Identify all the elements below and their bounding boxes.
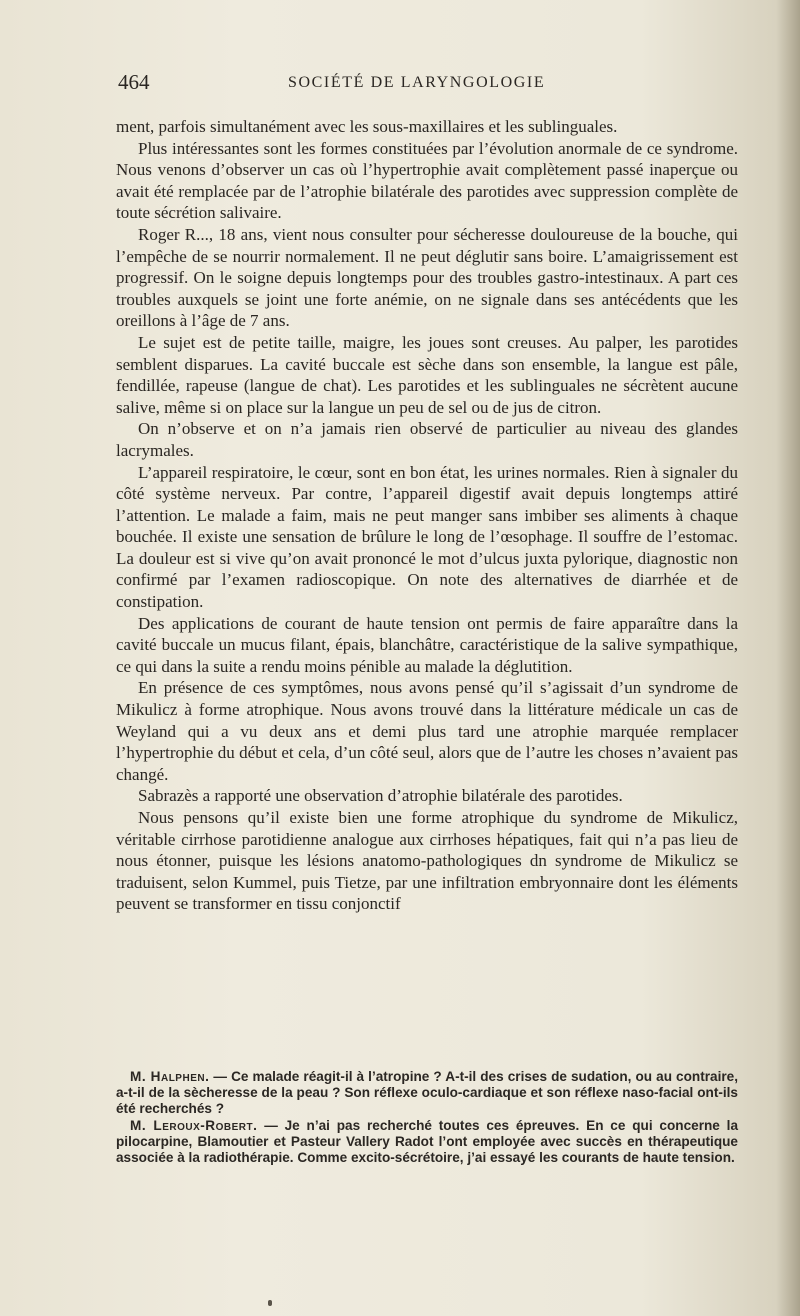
speaker-name: M. Leroux-Robert.	[130, 1117, 258, 1133]
paragraph: Nous pensons qu’il existe bien une forme atrophique du syndrome de Mikulicz, véritable cirrhose parotidienne analogue aux cirrhoses hépatiques, fait qui n’a pas lieu de nous étonner, puisque les lésions anatomo-pathologiques dn syndrome de Mikulicz se traduisent, selon Kummel, puis Tietze, par une infiltration embryonnaire dont les éléments peuvent se transformer en tissu conjonctif	[116, 808, 738, 914]
paragraph: En présence de ces symptômes, nous avons pensé qu’il s’agissait d’un syndrome de Mikulicz à forme atrophique. Nous avons trouvé dans la littérature médicale un cas de Weyland qui a vu deux ans et demi plus tard une atrophie marquée remplacer l’hypertrophie du début et cela, d’un côté seul, alors que de l’autre les choses n’avaient pas changé.	[116, 678, 738, 784]
discussion-section	[116, 1069, 738, 1166]
running-title: SOCIÉTÉ DE LARYNGOLOGIE	[288, 74, 546, 91]
paragraph: Plus intéressantes sont les formes constituées par l’évolution anormale de ce syndrome. Nous venons d’observer un cas où l’hypertrophie avait complètement passé inaperçue ou avait été remplacée par de l’atrophie bilatérale des parotides avec suppression complète de toute sécrétion salivaire.	[116, 138, 738, 223]
ink-speck	[268, 1300, 272, 1306]
paragraph: Roger R..., 18 ans, vient nous consulter pour sécheresse douloureuse de la bouche, qui l’empêche de se nourrir normalement. Il ne peut déglutir sans boire. L’amaigrissement est progressif. On le soigne depuis longtemps pour des troubles gastro-intestinaux. A part ces troubles auxquels se joint une forte anémie, on ne signale dans ses antécédents que les oreillons à l’âge de 7 ans.	[116, 224, 738, 331]
remark-text: — Je n’ai pas recherché toutes ces épreuves. En ce qui concerne la pilocarpine, Blamoutier et Pasteur Vallery Radot l’ont employée avec succès en thérapeutique associée à la radiothérapie. Comme excito-sécrétoire, j’ai essayé les courants de haute tension.	[116, 1117, 739, 1166]
paragraph: On n’observe et on n’a jamais rien observé de particulier au niveau des glandes lacrymales.	[116, 419, 738, 460]
paragraph: Des applications de courant de haute tension ont permis de faire apparaître dans la cavité buccale un mucus filant, épais, blanchâtre, caractéristique de la salive sympathique, ce qui dans la suite a rendu moins pénible au malade la déglutition.	[116, 613, 738, 676]
paragraph: Sabrazès a rapporté une observation d’atrophie bilatérale des parotides.	[138, 786, 623, 806]
paragraph: L’appareil respiratoire, le cœur, sont en bon état, les urines normales. Rien à signaler du côté système nerveux. Par contre, l’appareil digestif avait depuis longtemps attiré l’attention. Le malade a faim, mais ne peut manger sans imbiber ses aliments à chaque bouchée. Il existe une sensation de brûlure le long de l’œsophage. Il souffre de l’estomac. La douleur est si vive qu’on avait prononcé le mot d’ulcus juxta pylorique, diagnostic non confirmé par l’examen radioscopique. On note des alternatives de diarrhée et de constipation.	[116, 462, 738, 612]
speaker-name: M. Halphen.	[130, 1069, 210, 1084]
discussion-remark	[116, 1069, 738, 1118]
article-body	[116, 116, 738, 915]
discussion-remark	[116, 1118, 738, 1167]
page-header	[118, 70, 738, 98]
paragraph: ment, parfois simultanément avec les sous-maxillaires et les sublinguales.	[116, 117, 618, 136]
remark-text: — Ce malade réagit-il à l’atropine ? A-t-il des crises de sudation, ou au contraire, a-t-il de la sècheresse de la peau ? Son réflexe oculo-cardiaque et son réflexe naso-facial ont-ils été recherchés ?	[116, 1069, 738, 1117]
paragraph: Le sujet est de petite taille, maigre, les joues sont creuses. Au palper, les parotides semblent disparues. La cavité buccale est sèche dans son ensemble, la langue est pâle, fendillée, rapeuse (langue de chat). Les parotides et les sublinguales ne sécrètent aucune salive, même si on place sur la langue un peu de sel ou de jus de citron.	[116, 332, 738, 417]
page-number: 464	[118, 70, 150, 94]
